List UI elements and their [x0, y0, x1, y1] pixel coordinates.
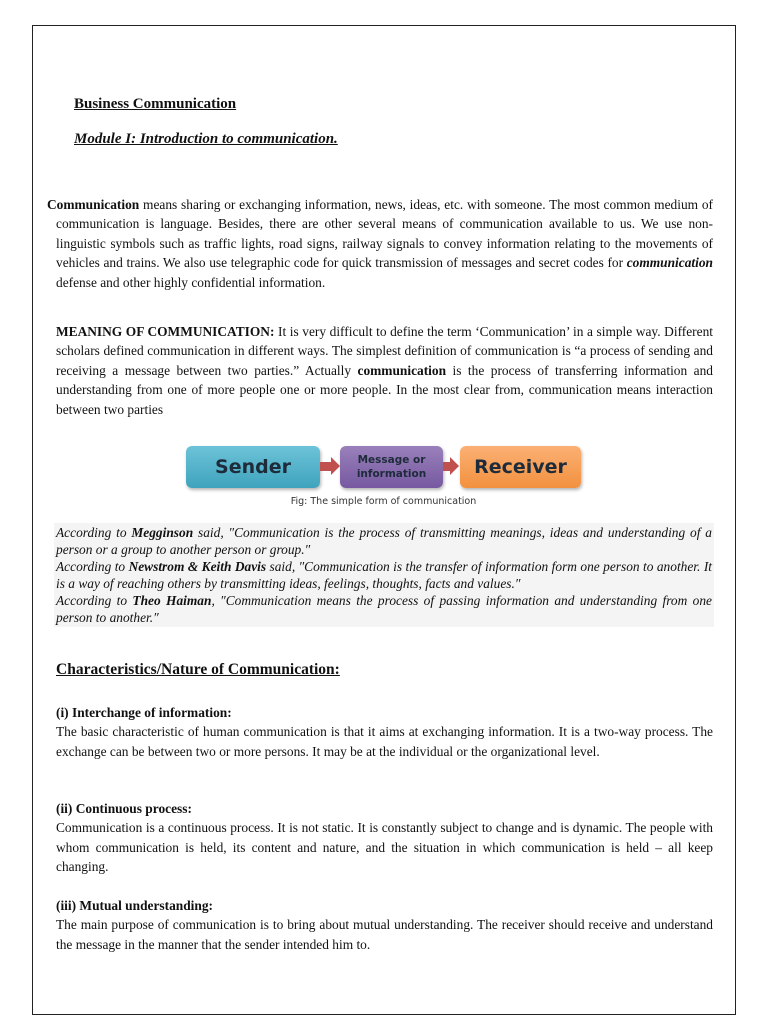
- title-text: Business Communication: [74, 96, 237, 112]
- characteristic-title: (ii) Continuous process:: [56, 801, 192, 816]
- quote-pre: According to: [56, 593, 133, 608]
- quote-newstrom-davis: [56, 558, 712, 592]
- receiver-box: Receiver: [460, 446, 581, 488]
- characteristic-item: [56, 799, 713, 877]
- arrow-head-icon: [331, 457, 340, 475]
- characteristics-heading: Characteristics/Nature of Communication:: [56, 661, 340, 678]
- meaning-text: It is very difficult to define the term ‘Communication’ in a simple way. Different scholars defined communication in different ways. The simplest definition of communication is “a process of sending and receiving a message between two parties.” Actually: [56, 324, 714, 378]
- quote-text: said, ″Communication is the transfer of information form one person to another. It is a way of reaching others by transmitting ideas, feelings, thoughts, facts and values.″: [56, 559, 712, 591]
- characteristic-title: (i) Interchange of information:: [56, 705, 232, 720]
- characteristic-title: (iii) Mutual understanding:: [56, 898, 213, 913]
- characteristic-body: The basic characteristic of human communication is that it aims at exchanging information. It is a two-way process. The exchange can be between two or more persons. It may be at the individual or the organizational level.: [56, 724, 713, 759]
- intro-paragraph: [47, 195, 713, 292]
- quotes-block: [54, 523, 714, 627]
- quote-author: Newstrom & Keith Davis: [128, 559, 267, 574]
- characteristic-item: [56, 896, 713, 954]
- quote-megginson: [56, 524, 712, 558]
- document-title: [74, 96, 236, 113]
- module-heading: Module I: Introduction to communication.: [74, 131, 338, 147]
- meaning-bold: communication: [357, 362, 447, 378]
- characteristic-item: [56, 703, 713, 761]
- intro-emph: communication: [626, 255, 713, 271]
- figure-caption: Fig: The simple form of communication: [290, 496, 477, 507]
- arrow-head-icon: [450, 457, 459, 475]
- quote-haiman: [56, 592, 712, 626]
- quote-author: Megginson: [131, 525, 194, 540]
- characteristic-body: The main purpose of communication is to bring about mutual understanding. The receiver should receive and understand the message in the manner that the sender intended him to.: [56, 917, 713, 952]
- quote-pre: According to: [56, 525, 132, 540]
- intro-lead: Communication: [47, 197, 140, 212]
- meaning-text-end: is the process of transferring information and understanding from one of more people one or more people. In the most clear from, communication means interaction between two parties: [56, 362, 713, 417]
- message-box: Message or information: [340, 446, 443, 488]
- quote-author: Theo Haiman: [132, 593, 212, 608]
- intro-text: means sharing or exchanging information, news, ideas, etc. with someone. The most common medium of communication is language. Besides, there are other several means of communication available to us. We use non-linguistic symbols such as traffic lights, road signs, railway signals to convey information relating to the movements of vehicles and trains. We also use telegraphic code for quick transmission of messages and secret codes for: [56, 197, 713, 271]
- meaning-paragraph: [56, 322, 713, 419]
- quote-pre: According to: [56, 559, 129, 574]
- quote-text: said, ″Communication is the process of transmitting meanings, ideas and understanding of a person or a group to another person or group.″: [56, 525, 712, 557]
- quote-text: , ″Communication means the process of passing information and understanding from one person to another.″: [56, 593, 712, 625]
- intro-text-end: defense and other highly confidential information.: [56, 274, 326, 290]
- characteristic-body: Communication is a continuous process. It is not static. It is constantly subject to change and is dynamic. The people with whom communication is held, its content and nature, and the situation in which communication is held – all keep changing.: [56, 820, 713, 875]
- sender-box: Sender: [186, 446, 320, 488]
- meaning-lead: MEANING OF COMMUNICATION:: [56, 324, 275, 339]
